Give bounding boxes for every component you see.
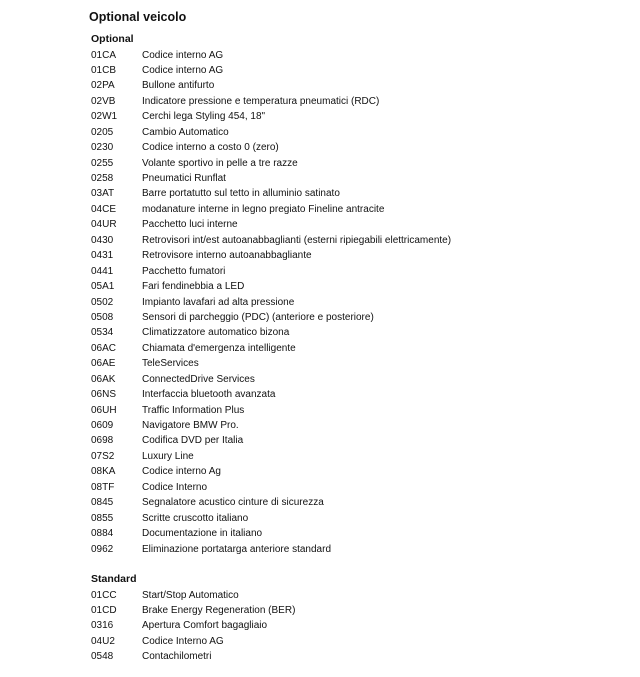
option-code: 0855 (91, 512, 114, 524)
option-description: modanature interne in legno pregiato Fineline antracite (142, 203, 385, 215)
option-code: 04UR (91, 219, 117, 231)
option-description: Eliminazione portatarga anteriore standard (142, 543, 331, 555)
option-description: Codice interno AG (142, 49, 224, 61)
option-code: 0548 (91, 651, 114, 663)
option-code: 01CB (91, 64, 117, 76)
option-code: 0698 (91, 435, 114, 447)
option-code: 0316 (91, 620, 114, 632)
option-description: Segnalatore acustico cinture di sicurezza (142, 497, 324, 509)
option-description: Codice interno Ag (142, 466, 221, 478)
optional-section (89, 32, 451, 557)
option-description: Pneumatici Runflat (142, 173, 226, 184)
option-description: Contachilometri (142, 651, 212, 663)
page-title: Optional veicolo (89, 10, 187, 24)
option-code: 0962 (91, 543, 114, 555)
option-description: Codice Interno (142, 481, 208, 493)
option-description: Luxury Line (142, 450, 194, 462)
list-item (89, 156, 451, 171)
list-item (89, 356, 451, 371)
option-description: Codifica DVD per Italia (142, 435, 244, 447)
option-description: Pacchetto luci interne (142, 219, 238, 231)
section-heading-optional: Optional (91, 33, 134, 45)
list-item (89, 295, 451, 310)
section-heading-standard: Standard (91, 573, 137, 585)
list-item (89, 511, 451, 526)
option-description: Codice Interno AG (142, 635, 224, 647)
list-item (89, 634, 295, 649)
option-description: Cambio Automatico (142, 126, 229, 138)
standard-list (89, 588, 295, 665)
option-code: 0258 (91, 173, 114, 184)
list-item (89, 78, 451, 93)
option-code: 0431 (91, 250, 114, 262)
option-code: 0534 (91, 327, 114, 339)
option-description: Barre portatutto sul tetto in alluminio satinato (142, 188, 340, 200)
option-code: 0845 (91, 497, 114, 509)
list-item (89, 202, 451, 217)
option-description: Documentazione in italiano (142, 528, 263, 540)
option-code: 02VB (91, 95, 116, 107)
list-item (89, 248, 451, 263)
option-description: Traffic Information Plus (142, 404, 245, 416)
option-description: Indicatore pressione e temperatura pneumatici (RDC) (142, 95, 380, 107)
option-description: Bullone antifurto (142, 80, 215, 92)
optional-list (89, 48, 451, 557)
option-code: 07S2 (91, 450, 115, 462)
list-item (89, 542, 451, 557)
list-item (89, 464, 451, 479)
option-code: 06NS (91, 389, 117, 401)
option-code: 05A1 (91, 281, 115, 293)
list-item (89, 140, 451, 155)
list-item (89, 109, 451, 124)
option-code: 08KA (91, 466, 116, 478)
option-description: Sensori di parcheggio (PDC) (anteriore e posteriore) (142, 311, 374, 323)
option-code: 06UH (91, 404, 117, 416)
option-description: Retrovisore interno autoanabbagliante (142, 250, 312, 262)
option-code: 04U2 (91, 635, 115, 647)
option-code: 0430 (91, 234, 114, 246)
option-description: Fari fendinebbia a LED (142, 281, 245, 293)
option-code: 0502 (91, 296, 114, 308)
list-item (89, 603, 295, 618)
list-item (89, 433, 451, 448)
option-code: 0508 (91, 311, 114, 323)
option-description: Cerchi lega Styling 454, 18" (142, 111, 266, 123)
option-description: Apertura Comfort bagagliaio (142, 620, 268, 632)
option-code: 0205 (91, 126, 114, 138)
option-code: 03AT (91, 188, 115, 200)
list-item (89, 94, 451, 109)
option-code: 04CE (91, 203, 117, 215)
option-description: Codice interno AG (142, 64, 224, 76)
list-item (89, 341, 451, 356)
list-item (89, 372, 451, 387)
option-description: Codice interno a costo 0 (zero) (142, 142, 279, 154)
option-description: ConnectedDrive Services (142, 373, 255, 385)
list-item (89, 649, 295, 664)
list-item (89, 325, 451, 340)
option-code: 06AE (91, 358, 116, 370)
list-item (89, 387, 451, 402)
option-description: Pacchetto fumatori (142, 265, 226, 277)
option-code: 0230 (91, 142, 114, 154)
list-item (89, 125, 451, 140)
option-description: Chiamata d'emergenza intelligente (142, 342, 296, 354)
option-code: 0609 (91, 420, 114, 431)
option-description: Interfaccia bluetooth avanzata (142, 389, 276, 401)
list-item (89, 171, 451, 186)
list-item (89, 526, 451, 541)
option-description: Climatizzatore automatico bizona (142, 327, 290, 339)
list-item (89, 618, 295, 633)
option-code: 0441 (91, 265, 114, 277)
option-description: Volante sportivo in pelle a tre razze (142, 157, 298, 169)
list-item (89, 217, 451, 232)
option-code: 01CA (91, 49, 117, 61)
option-code: 02W1 (91, 111, 118, 123)
option-description: Impianto lavafari ad alta pressione (142, 296, 295, 308)
list-item (89, 233, 451, 248)
option-code: 0884 (91, 528, 114, 540)
list-item (89, 588, 295, 603)
list-item (89, 264, 451, 279)
option-code: 01CC (91, 589, 117, 601)
option-description: Start/Stop Automatico (142, 589, 239, 601)
option-description: Navigatore BMW Pro. (142, 420, 239, 431)
list-item (89, 186, 451, 201)
option-code: 0255 (91, 157, 114, 169)
list-item (89, 480, 451, 495)
option-code: 06AK (91, 373, 116, 385)
list-item (89, 449, 451, 464)
list-item (89, 495, 451, 510)
standard-section (89, 572, 295, 665)
list-item (89, 279, 451, 294)
option-description: Retrovisori int/est autoanabbaglianti (esterni ripiegabili elettricamente) (142, 234, 452, 246)
list-item (89, 63, 451, 78)
option-code: 01CD (91, 604, 117, 616)
list-item (89, 310, 451, 325)
option-description: TeleServices (142, 358, 199, 370)
option-code: 02PA (91, 80, 115, 92)
list-item (89, 48, 451, 63)
option-description: Scritte cruscotto italiano (142, 512, 249, 524)
option-description: Brake Energy Regeneration (BER) (142, 604, 296, 616)
list-item (89, 403, 451, 418)
option-code: 08TF (91, 481, 115, 493)
option-code: 06AC (91, 342, 117, 354)
list-item (89, 418, 451, 433)
